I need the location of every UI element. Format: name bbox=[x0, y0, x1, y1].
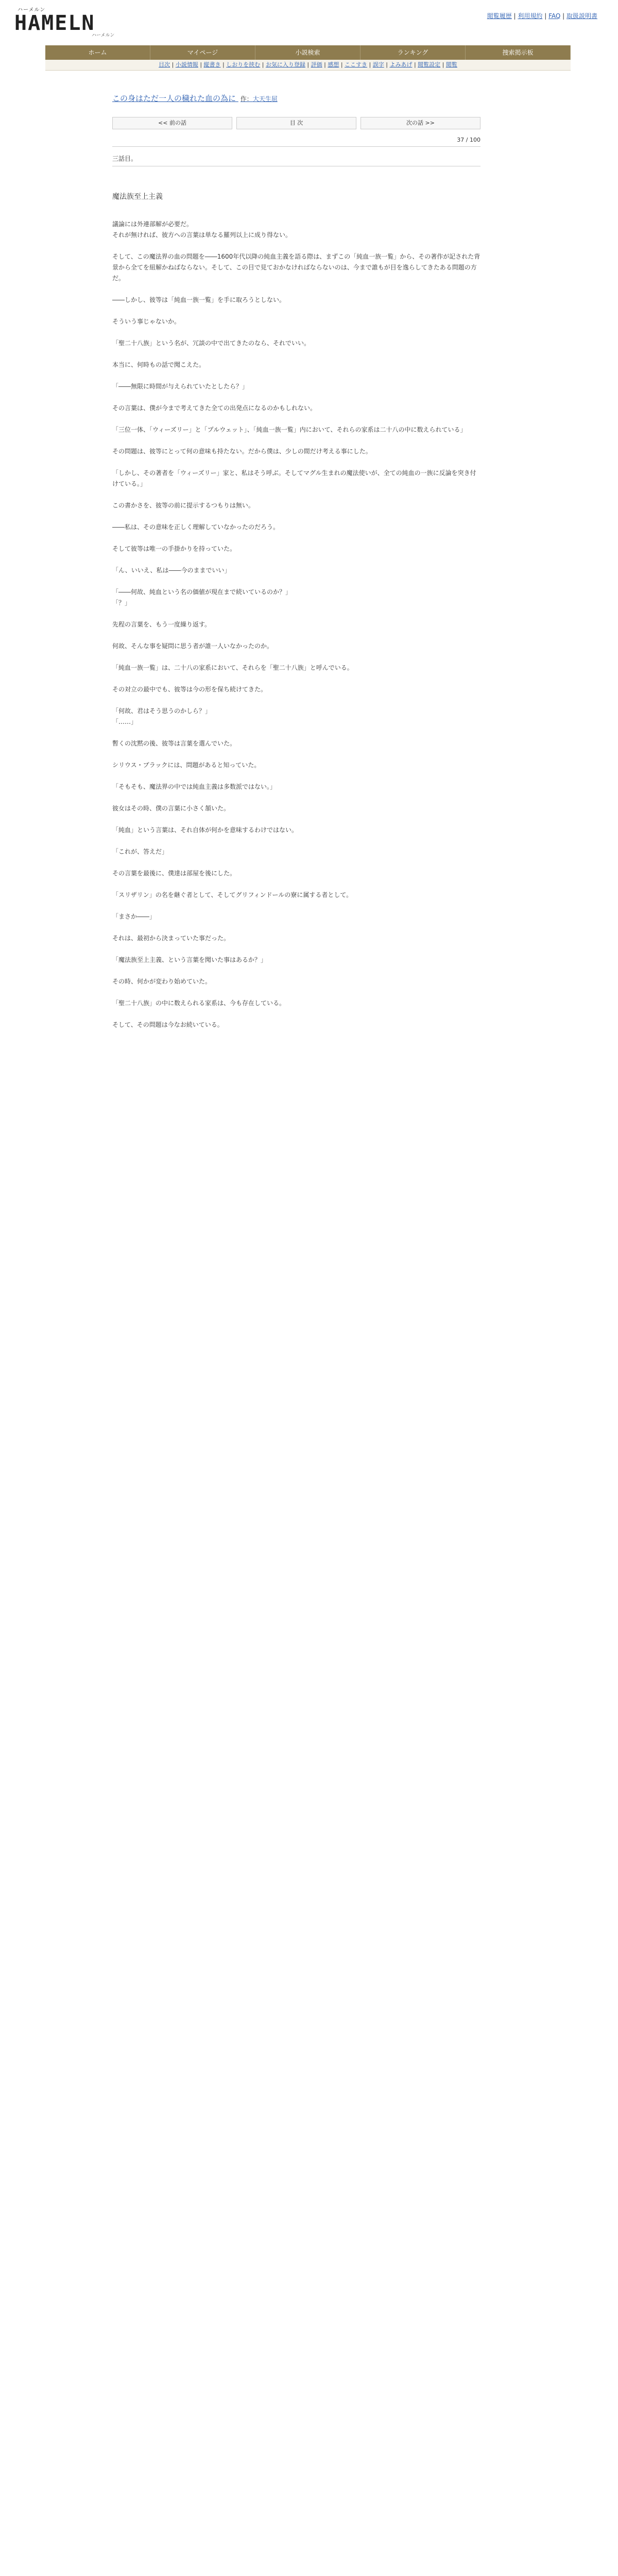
body-paragraph bbox=[112, 944, 480, 955]
body-paragraph bbox=[112, 727, 480, 738]
body-paragraph: 「そもそも、魔法界の中では純血主義は多数派ではない。」 bbox=[112, 783, 277, 790]
subnav-toc[interactable]: 目次 bbox=[159, 61, 170, 68]
body-paragraph: 「聖二十八族」という名が、冗談の中で出てきたのなら、それでいい。 bbox=[112, 340, 311, 347]
body-paragraph: それが無ければ、彼方への言葉は単なる羅列以上に成り得ない。 bbox=[112, 231, 292, 239]
body-paragraph bbox=[112, 489, 480, 500]
body-paragraph bbox=[112, 414, 480, 425]
body-paragraph: 「ん、いいえ、私は――今のままでいい」 bbox=[112, 567, 231, 574]
body-paragraph: 先程の言葉を、もう一度繰り返す。 bbox=[112, 621, 211, 628]
body-paragraph bbox=[112, 673, 480, 684]
body-paragraph: その言葉を最後に、僕達は部屋を後にした。 bbox=[112, 870, 236, 877]
body-paragraph bbox=[112, 965, 480, 976]
body-paragraph bbox=[112, 857, 480, 868]
subnav-view[interactable]: 閲覧 bbox=[445, 61, 457, 68]
body-paragraph bbox=[112, 435, 480, 446]
history-link[interactable]: 閲覧履歴 bbox=[487, 12, 512, 20]
nav-mypage[interactable]: マイページ bbox=[150, 45, 255, 60]
logo-sub-text: ハーメルン bbox=[92, 33, 115, 38]
subnav-readaloud[interactable]: よみあげ bbox=[389, 61, 413, 68]
body-paragraph: その問題は、彼等にとって何の意味も持たない。だから僕は、少しの間だけ考える事にした。 bbox=[112, 448, 372, 455]
previous-episode-label: 三話目。 bbox=[112, 155, 138, 162]
top-links: 閲覧履歴 | 利用規約 | FAQ | 取扱説明書 bbox=[487, 12, 597, 20]
nav-search[interactable]: 小説検索 bbox=[255, 45, 360, 60]
pager-top bbox=[112, 117, 480, 129]
body-paragraph bbox=[112, 533, 480, 544]
subnav-review[interactable]: 感想 bbox=[328, 61, 339, 68]
body-paragraph: 「聖二十八族」の中に数えられる家系は、今も存在している。 bbox=[112, 999, 286, 1007]
body-paragraph: 「……」 bbox=[112, 718, 138, 725]
body-paragraph bbox=[112, 987, 480, 998]
body-paragraph: その時、何かが変わり始めていた。 bbox=[112, 978, 212, 985]
novel-title-line bbox=[112, 93, 480, 104]
body-paragraph bbox=[112, 901, 480, 911]
body-paragraph: 本当に、何時もの話で聞こえた。 bbox=[112, 361, 205, 368]
subnav-settings[interactable]: 閲覧設定 bbox=[418, 61, 441, 68]
terms-link[interactable]: 利用規約 bbox=[518, 12, 543, 20]
faq-link[interactable]: FAQ bbox=[548, 12, 561, 20]
divider bbox=[112, 146, 480, 147]
body-paragraph: 「？」 bbox=[112, 599, 131, 606]
body-paragraph bbox=[112, 457, 480, 468]
toc-button[interactable]: 目 次 bbox=[236, 117, 356, 129]
main-content bbox=[112, 93, 480, 1030]
body-paragraph: 「純血」という言葉は、それ自体が何かを意味するわけではない。 bbox=[112, 826, 298, 834]
body-paragraph bbox=[112, 349, 480, 360]
subnav-bookmark[interactable]: しおりを挟む bbox=[226, 61, 261, 68]
author-link[interactable]: 大天生屈 bbox=[252, 95, 278, 103]
body-paragraph: この書かさを、彼等の前に提示するつもりは無い。 bbox=[112, 502, 254, 509]
subnav-info[interactable]: 小説情報 bbox=[175, 61, 198, 68]
novel-title[interactable]: この身はただ一人の穢れた血の為に bbox=[112, 94, 236, 103]
body-paragraph: ――私は、その意味を正しく理解していなかったのだろう。 bbox=[112, 523, 280, 531]
body-paragraph bbox=[112, 511, 480, 522]
site-logo[interactable] bbox=[14, 5, 169, 38]
author-prefix: 作： bbox=[240, 95, 253, 103]
body-paragraph: そして彼等は唯一の手掛かりを持っていた。 bbox=[112, 545, 236, 552]
manual-link[interactable]: 取扱説明書 bbox=[566, 12, 597, 20]
body-paragraph: それは、最初から決まっていた事だった。 bbox=[112, 935, 230, 942]
body-paragraph bbox=[112, 576, 480, 587]
body-paragraph: 彼女はその時、僕の言葉に小さく頷いた。 bbox=[112, 805, 230, 812]
sub-nav: 目次 | 小説情報 | 縦書き | しおりを挟む | お気に入り登録 | 評価 | 感想 | ここすき | 誤字 | よみあげ | 閲覧設定 | 閲覧 bbox=[45, 60, 571, 71]
body-paragraph bbox=[112, 554, 480, 565]
next-button[interactable]: 次の話 >> bbox=[360, 117, 480, 129]
body-paragraph bbox=[112, 1009, 480, 1020]
body-paragraph: ――しかし、彼等は「純血一族一覧」を手に取ろうとしない。 bbox=[112, 296, 286, 303]
nav-ranking[interactable]: ランキング bbox=[360, 45, 466, 60]
body-paragraph bbox=[112, 306, 480, 316]
body-paragraph bbox=[112, 695, 480, 706]
subnav-typo[interactable]: 誤字 bbox=[372, 61, 384, 68]
novel-body bbox=[112, 219, 480, 1030]
body-paragraph: シリウス・ブラックには、問題があると知っていた。 bbox=[112, 761, 261, 769]
body-paragraph: 何故、そんな事を疑問に思う者が誰一人いなかったのか。 bbox=[112, 642, 273, 650]
body-paragraph bbox=[112, 814, 480, 825]
body-paragraph bbox=[112, 608, 480, 619]
body-paragraph bbox=[112, 392, 480, 403]
body-paragraph: 「これが、答えだ」 bbox=[112, 848, 168, 855]
body-paragraph bbox=[112, 836, 480, 846]
page-count: 37 / 100 bbox=[457, 137, 480, 143]
body-paragraph: そういう事じゃないか。 bbox=[112, 318, 181, 325]
body-paragraph: 「――無限に時間が与えられていたとしたら？」 bbox=[112, 383, 249, 390]
nav-home[interactable]: ホーム bbox=[45, 45, 150, 60]
body-paragraph: そして、この魔法界の血の問題を――1600年代以降の純血主義を語る際は、まずこの「純血一族一覧」から、その著作が記された背景から全てを紐解かねばならない。そして、この目で見ておかなければならないのは、今まで誰もが目を逸らしてきたある問題の方だ。 bbox=[112, 253, 480, 282]
logo-text: HAMELN bbox=[14, 11, 95, 35]
subnav-vertical[interactable]: 縦書き bbox=[203, 61, 221, 68]
body-paragraph bbox=[112, 879, 480, 890]
body-paragraph bbox=[112, 327, 480, 338]
nav-board[interactable]: 捜索掲示板 bbox=[466, 45, 571, 60]
body-paragraph: 議論には外連部解が必要だ。 bbox=[112, 221, 193, 228]
subnav-favorite[interactable]: お気に入り登録 bbox=[265, 61, 305, 68]
chapter-title: 魔法族至上主義 bbox=[112, 193, 163, 201]
prev-button[interactable]: << 前の話 bbox=[112, 117, 232, 129]
subnav-rate[interactable]: 評価 bbox=[311, 61, 322, 68]
logo-small-text: ハーメルン bbox=[18, 7, 46, 13]
body-paragraph: 「まさか――」 bbox=[112, 913, 156, 920]
header bbox=[0, 0, 618, 38]
body-paragraph bbox=[112, 370, 480, 381]
body-paragraph bbox=[112, 792, 480, 803]
body-paragraph bbox=[112, 771, 480, 782]
body-paragraph: 「魔法族至上主義、という言葉を聞いた事はあるか？」 bbox=[112, 956, 267, 963]
body-paragraph: 暫くの沈黙の後、彼等は言葉を選んでいた。 bbox=[112, 740, 236, 747]
body-paragraph: 「スリザリン」の名を継ぐ者として、そしてグリフィンドールの寮に属する者として。 bbox=[112, 891, 353, 899]
body-paragraph: その言葉は、僕が今まで考えてきた全ての出発点になるのかもしれない。 bbox=[112, 404, 317, 412]
subnav-like[interactable]: ここすき bbox=[345, 61, 368, 68]
body-paragraph: 「三位一体、「ウィーズリー」と「プルウェット」、「純血一族一覧」内において、それらの家系は二十八の中に数えられている」 bbox=[112, 426, 467, 433]
body-paragraph bbox=[112, 749, 480, 760]
body-paragraph: 「――何故、純血という名の価値が現在まで続いているのか？」 bbox=[112, 588, 292, 596]
body-paragraph: その対立の最中でも、彼等は今の形を保ち続けてきた。 bbox=[112, 686, 267, 693]
body-paragraph bbox=[112, 241, 480, 251]
body-paragraph bbox=[112, 284, 480, 295]
body-paragraph bbox=[112, 922, 480, 933]
body-paragraph: 「しかし、その著者を「ウィーズリー」家と、私はそう呼ぶ。そしてマグル生まれの魔法使いが、全ての純血の一族に反論を突き付けている。」 bbox=[112, 469, 476, 487]
body-paragraph bbox=[112, 652, 480, 663]
body-paragraph: そして、その問題は今なお続いている。 bbox=[112, 1021, 224, 1028]
body-paragraph: 「何故、君はそう思うのかしら？」 bbox=[112, 707, 212, 715]
main-nav bbox=[45, 45, 571, 60]
body-paragraph bbox=[112, 630, 480, 641]
body-paragraph: 「純血一族一覧」は、二十八の家系において、それらを「聖二十八族」と呼んでいる。 bbox=[112, 664, 353, 671]
